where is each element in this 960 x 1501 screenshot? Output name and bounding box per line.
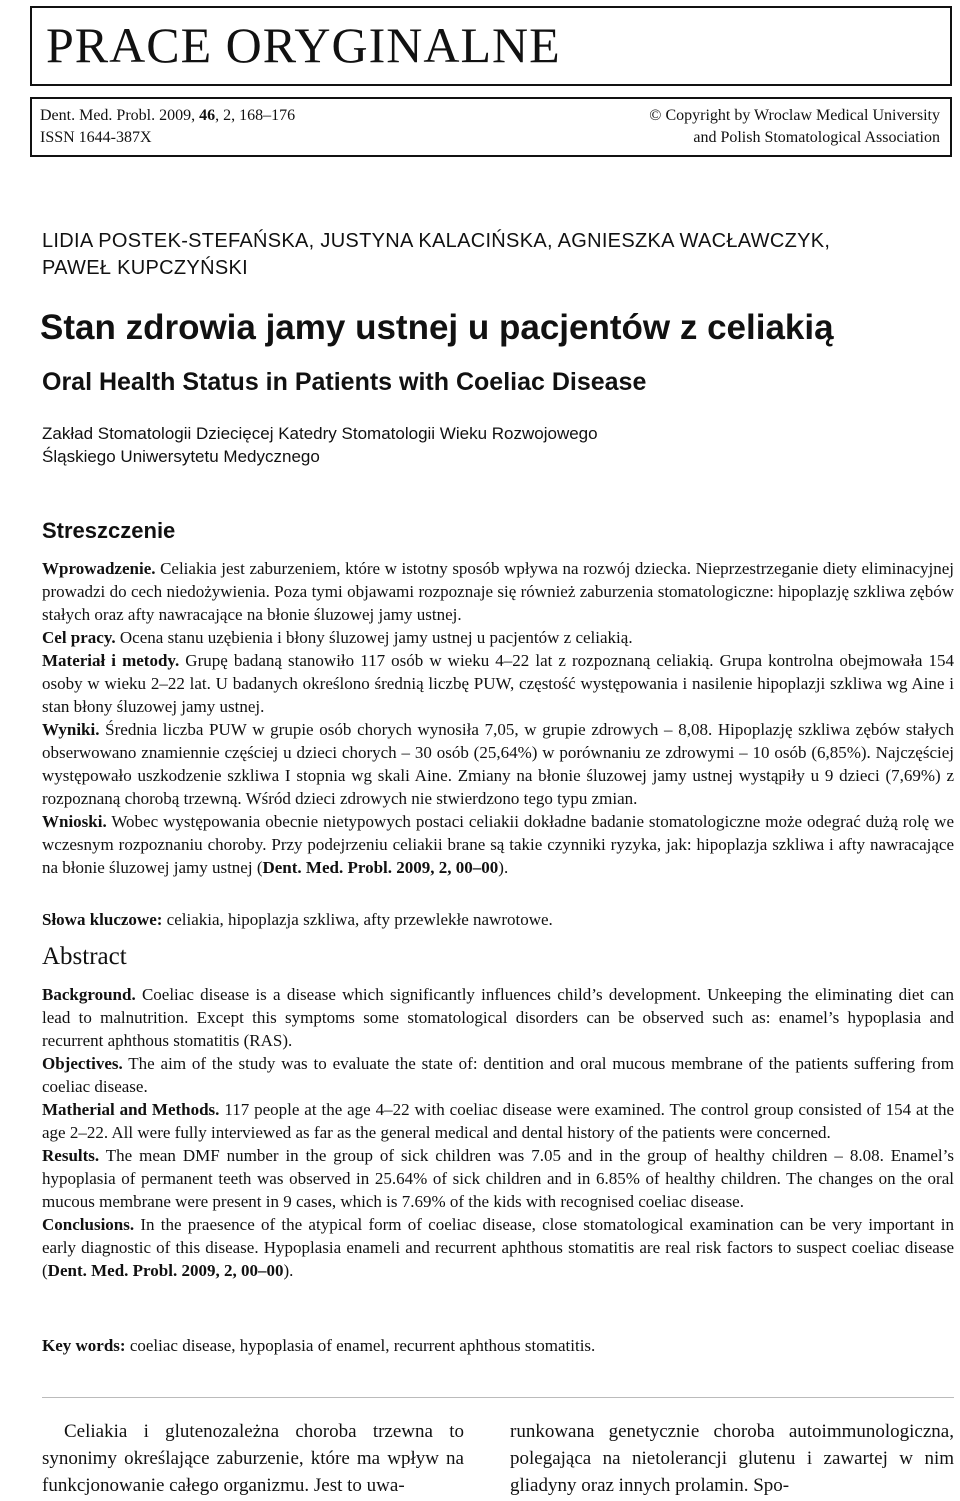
keywords-line: [42, 1334, 954, 1357]
section-label: Conclusions.: [42, 1215, 135, 1234]
keywords-label: Key words:: [42, 1336, 126, 1355]
section-text: Coeliac disease is a disease which significantly influences child’s development. Unkeeping the eliminating diet can lead to malnutrition. Except this symptoms some stomatological disorders can be observed such as: enamel’s hypoplasia and recurrent aphthous stomatitis (RAS).: [42, 985, 954, 1050]
section-text: The mean DMF number in the group of sick children was 7.05 and in the group of healthy children – 8.08. Enamel’s hypoplasia of permanent teeth was observed in 25.64% of sick children and in 6.85% of healthy children. The changes on the oral mucous membrane were present in 9 cases, which is 7.69% of the kids with recognised coeliac disease.: [42, 1146, 954, 1211]
section-label: Matherial and Methods.: [42, 1100, 220, 1119]
abstract-heading: Abstract: [42, 943, 127, 970]
copyright-line-2: and Polish Stomatological Association: [693, 129, 940, 146]
authors-line-1: LIDIA POSTEK-STEFAŃSKA, JUSTYNA KALACIŃSKA, AGNIESZKA WACŁAWCZYK,: [42, 230, 831, 252]
affiliation: [42, 422, 598, 468]
journal-citation-block: [40, 105, 295, 149]
streszczenie-heading: Streszczenie: [42, 518, 176, 543]
affiliation-line-2: Śląskiego Uniwersytetu Medycznego: [42, 447, 320, 466]
section-text: Wobec występowania obecnie nietypowych postaci celiakii dokładne badanie stomatologiczne może odegrać dużą rolę we wczesnym rozpoznaniu choroby. Przy podejrzeniu celiakii brane są takie czynniki ryzyka, jak: hipoplazja szkliwa i afty nawracające na błonie śluzowej jamy ustnej (: [42, 812, 954, 877]
section-text-tail: ).: [283, 1261, 294, 1280]
abstract-paragraph: [42, 1052, 954, 1098]
section-label: Objectives.: [42, 1054, 123, 1073]
citation-prefix: Dent. Med. Probl. 2009,: [40, 107, 200, 124]
section-banner-title: PRACE ORYGINALNE: [46, 17, 561, 73]
section-label: Background.: [42, 985, 136, 1004]
section-text: Celiakia jest zaburzeniem, które w istotny sposób wpływa na rozwój dziecka. Nieprzestrzeganie diety eliminacyjnej prowadzi do cech niedożywienia. Poza tymi objawami rozpoznaje się również zaburzenia stomatologiczne: hipoplazję szkliwa zębów stałych oraz afty nawracające na błonie śluzowej jamy ustnej.: [42, 559, 954, 624]
citation-suffix: , 2, 168–176: [215, 107, 296, 124]
section-text: 117 people at the age 4–22 with coeliac disease were examined. The control group consisted of 154 at the age 2–22. All were fully interviewed as far as the general medical and dental history of the patients were concerned.: [42, 1100, 954, 1142]
article-title-polish: Stan zdrowia jamy ustnej u pacjentów z celiakią: [40, 308, 834, 347]
streszczenie-paragraph: [42, 626, 954, 649]
authors-line-2: PAWEŁ KUPCZYŃSKI: [42, 257, 248, 279]
article-title-english: Oral Health Status in Patients with Coeliac Disease: [42, 368, 647, 396]
section-text: In the praesence of the atypical form of coeliac disease, close stomatological examination can be very important in early diagnostic of this disease. Hypoplasia enameli and recurrent aphthous stomatitis are real risk factors to suspect coeliac disease (: [42, 1215, 954, 1280]
section-text: The aim of the study was to evaluate the state of: dentition and oral mucous membrane of the patients suffering from coeliac disease.: [42, 1054, 954, 1096]
abstract-paragraph: [42, 1213, 954, 1282]
affiliation-line-1: Zakład Stomatologii Dziecięcej Katedry Stomatologii Wieku Rozwojowego: [42, 424, 598, 443]
section-text: Średnia liczba PUW w grupie osób chorych wynosiła 7,05, w grupie zdrowych – 8,08. Hipoplazję szkliwa zębów stałych obserwowano znamiennie częściej u dzieci chorych – 30 osób (25,64%) w porównaniu ze zdrowymi – 10 osób (6,85%). Najczęściej występowało uszkodzenie szkliwa I stopnia wg skali Aine. Zmiany na błonie śluzowej jamy ustnej wystąpiły u 9 dzieci (7,69%) z rozpoznaną chorobą trzewną. Wśród dzieci zdrowych nie stwierdzono tego typu zmian.: [42, 720, 954, 808]
section-text: Grupę badaną stanowiło 117 osób w wieku 4–22 lat z rozpoznaną celiakią. Grupa kontrolna obejmowała 154 osoby w wieku 2–22 lat. U badanych określono średnią liczbę PUW, częstość występowania i nasilenie hipoplazji szkliwa wg Aine i stan błony śluzowej jamy ustnej.: [42, 651, 954, 716]
section-banner: [30, 6, 952, 86]
abstract-paragraph: [42, 1098, 954, 1144]
journal-info-box: [30, 97, 952, 157]
streszczenie-body: [42, 557, 954, 879]
streszczenie-paragraph: [42, 810, 954, 879]
section-label: Wyniki.: [42, 720, 100, 739]
keywords-text: coeliac disease, hypoplasia of enamel, recurrent aphthous stomatitis.: [125, 1336, 596, 1355]
body-column-left: [42, 1418, 464, 1499]
journal-issn: ISSN 1644-387X: [40, 129, 152, 146]
streszczenie-paragraph: [42, 557, 954, 626]
section-label: Wprowadzenie.: [42, 559, 156, 578]
journal-citation: [40, 105, 295, 127]
citation-volume: 46: [199, 107, 216, 124]
keywords-label: Słowa kluczowe:: [42, 910, 163, 929]
section-label: Wnioski.: [42, 812, 107, 831]
body-text-left: Celiakia i glutenozależna choroba trzewna to synonimy określające zaburzenie, które ma wpływ na funkcjonowanie całego organizmu. Jest to uwa-: [42, 1421, 464, 1496]
body-text-right: runkowana genetycznie choroba autoimmunologiczna, polegająca na nietolerancji glutenu i zawartej w nim gliadyny oraz innych prolamin. Spo-: [510, 1421, 954, 1496]
abstract-body: [42, 983, 954, 1282]
section-label: Materiał i metody.: [42, 651, 180, 670]
streszczenie-keywords: [42, 908, 954, 931]
section-text-tail: ).: [498, 858, 509, 877]
keywords-text: celiakia, hipoplazja szkliwa, afty przewlekłe nawrotowe.: [162, 910, 553, 929]
abstract-paragraph: [42, 983, 954, 1052]
copyright-block: [649, 105, 940, 149]
abstract-keywords: [42, 1334, 954, 1357]
streszczenie-paragraph: [42, 718, 954, 810]
streszczenie-paragraph: [42, 649, 954, 718]
body-column-right: [510, 1418, 954, 1499]
citation-reference: Dent. Med. Probl. 2009, 2, 00–00: [262, 858, 499, 877]
section-divider: [42, 1397, 954, 1398]
section-label: Results.: [42, 1146, 100, 1165]
citation-reference: Dent. Med. Probl. 2009, 2, 00–00: [47, 1261, 284, 1280]
keywords-line: [42, 908, 954, 931]
section-text: Ocena stanu uzębienia i błony śluzowej jamy ustnej u pacjentów z celiakią.: [115, 628, 633, 647]
copyright-line-1: © Copyright by Wroclaw Medical University: [649, 107, 940, 124]
author-list: [42, 228, 922, 282]
section-label: Cel pracy.: [42, 628, 116, 647]
abstract-paragraph: [42, 1144, 954, 1213]
